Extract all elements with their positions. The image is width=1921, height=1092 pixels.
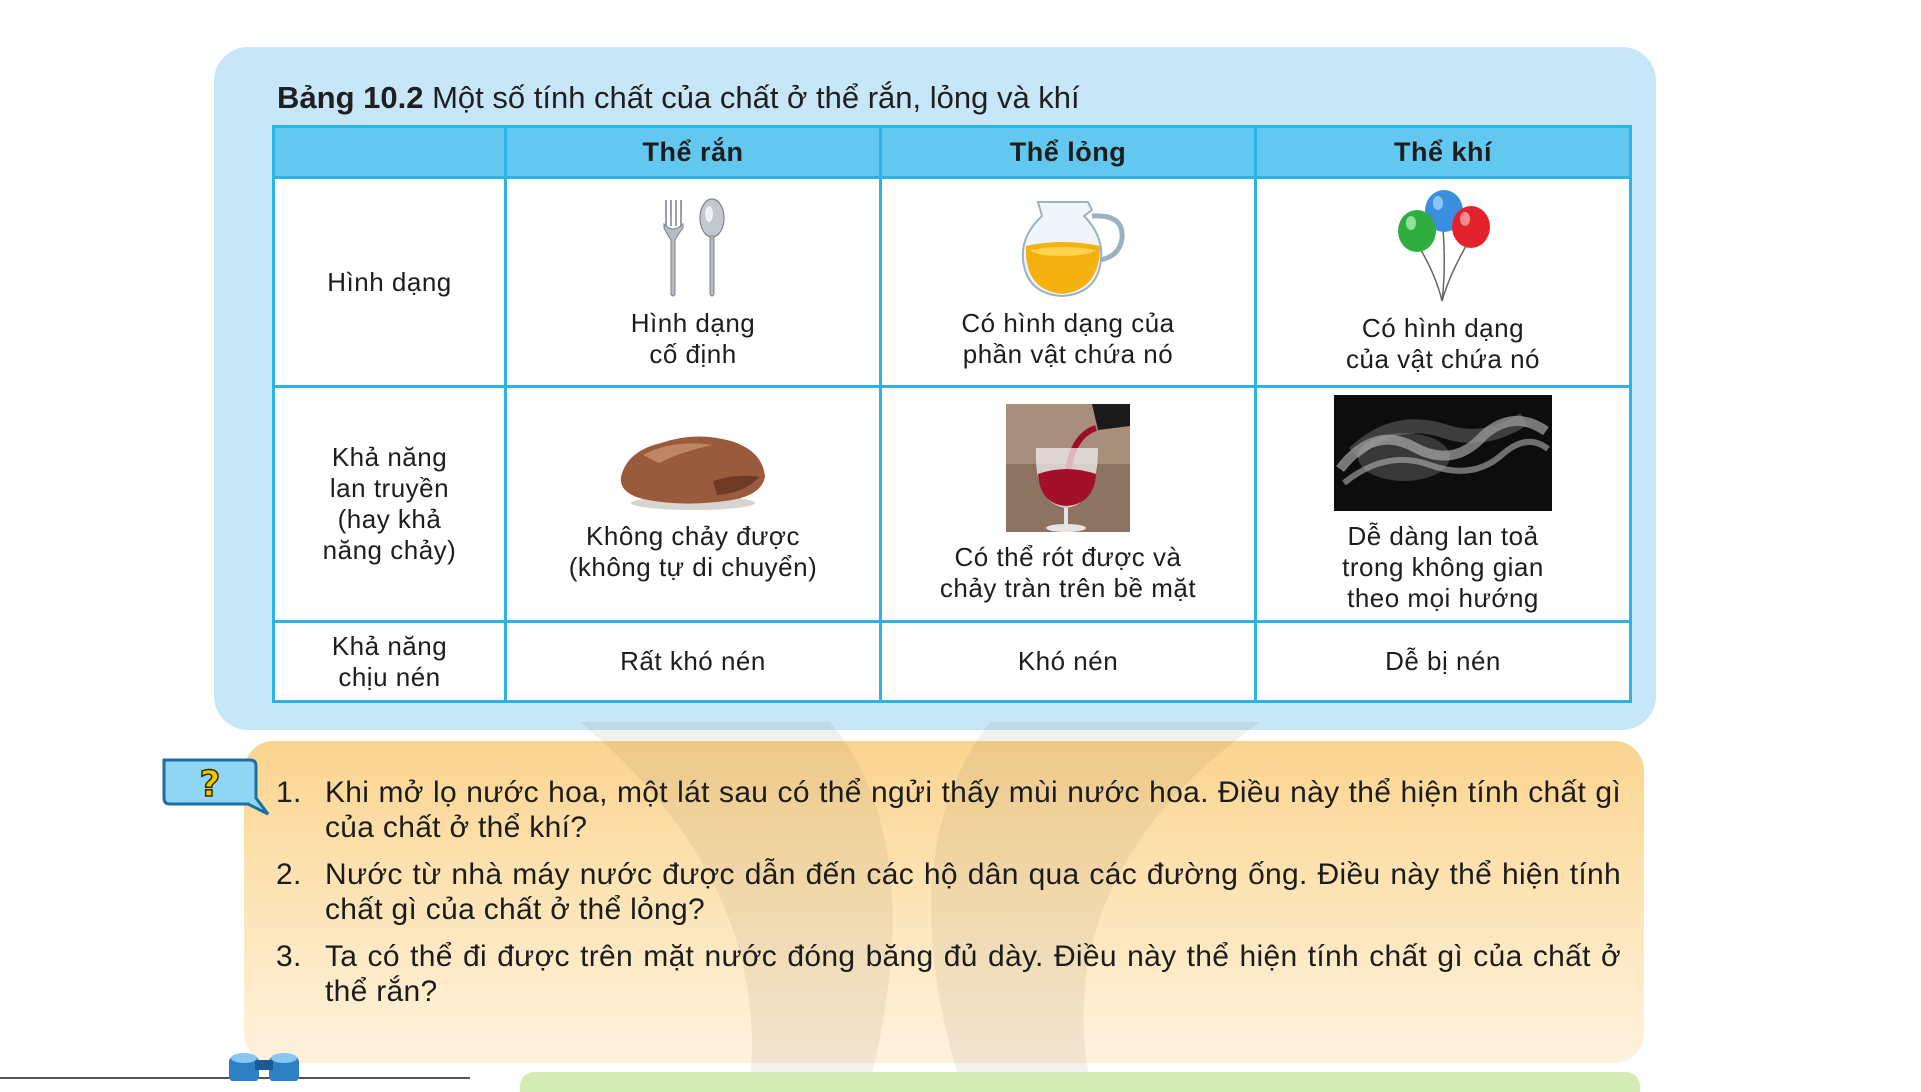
header-gas: Thể khí bbox=[1256, 127, 1631, 178]
header-solid: Thể rắn bbox=[506, 127, 881, 178]
row-label: Khả năng chịu nén bbox=[274, 622, 506, 702]
table-row bbox=[274, 178, 1631, 387]
table-row bbox=[274, 622, 1631, 702]
question-text: Khi mở lọ nước hoa, một lát sau có thể ngửi thấy mùi nước hoa. Điều này thể hiện tính chất gì của chất ở thể khí? bbox=[325, 776, 1621, 844]
table-row bbox=[274, 387, 1631, 622]
cell-text: Rất khó nén bbox=[620, 646, 766, 676]
binoculars-icon bbox=[215, 1050, 315, 1081]
rock-icon bbox=[613, 425, 773, 511]
table-cell bbox=[506, 178, 881, 387]
table-cell bbox=[506, 387, 881, 622]
question-bubble-icon bbox=[160, 756, 270, 818]
question-text: Ta có thể đi được trên mặt nước đóng băng đủ dày. Điều này thể hiện tính chất gì của chất ở thể rắn? bbox=[325, 940, 1621, 1008]
balloons-icon bbox=[1388, 189, 1498, 303]
table-caption bbox=[277, 80, 1080, 116]
question-number: 3. bbox=[276, 940, 302, 973]
question-number: 2. bbox=[276, 858, 302, 891]
row-label: Hình dạng bbox=[274, 178, 506, 387]
table-cell bbox=[506, 622, 881, 702]
cell-text: Dễ bị nén bbox=[1385, 646, 1501, 676]
table-cell bbox=[1256, 178, 1631, 387]
table-cell bbox=[1256, 622, 1631, 702]
table-cell bbox=[1256, 387, 1631, 622]
cell-text: Có hình dạng của phần vật chứa nó bbox=[961, 308, 1175, 369]
row-label: Khả năng lan truyền (hay khả năng chảy) bbox=[274, 387, 506, 622]
wine-pour-icon bbox=[1006, 404, 1130, 532]
juice-jug-icon bbox=[1008, 194, 1128, 298]
cell-text: Hình dạng cố định bbox=[630, 308, 756, 369]
header-empty bbox=[274, 127, 506, 178]
question-item bbox=[276, 775, 1621, 845]
question-list bbox=[276, 775, 1621, 1021]
table-caption-number: Bảng 10.2 bbox=[277, 80, 424, 115]
next-section-strip bbox=[520, 1072, 1640, 1092]
fork-spoon-icon bbox=[653, 194, 733, 298]
properties-table bbox=[272, 125, 1632, 703]
table-cell bbox=[881, 622, 1256, 702]
header-liquid: Thể lỏng bbox=[881, 127, 1256, 178]
table-cell bbox=[881, 178, 1256, 387]
question-item bbox=[276, 939, 1621, 1009]
table-caption-text: Một số tính chất của chất ở thể rắn, lỏng và khí bbox=[432, 80, 1080, 115]
cell-text: Có hình dạng của vật chứa nó bbox=[1345, 313, 1541, 374]
cell-text: Có thể rót được và chảy tràn trên bề mặt bbox=[939, 542, 1197, 603]
cell-text: Khó nén bbox=[1017, 646, 1119, 676]
question-item bbox=[276, 857, 1621, 927]
smoke-icon bbox=[1334, 395, 1552, 511]
table-cell bbox=[881, 387, 1256, 622]
svg-text:?: ? bbox=[199, 764, 221, 805]
table-header-row bbox=[274, 127, 1631, 178]
cell-text: Không chảy được (không tự di chuyển) bbox=[568, 521, 818, 582]
cell-text: Dễ dàng lan toả trong không gian theo mọi hướng bbox=[1342, 520, 1544, 613]
question-number: 1. bbox=[276, 776, 302, 809]
question-text: Nước từ nhà máy nước được dẫn đến các hộ dân qua các đường ống. Điều này thể hiện tính chất gì của chất ở thể lỏng? bbox=[325, 858, 1621, 926]
